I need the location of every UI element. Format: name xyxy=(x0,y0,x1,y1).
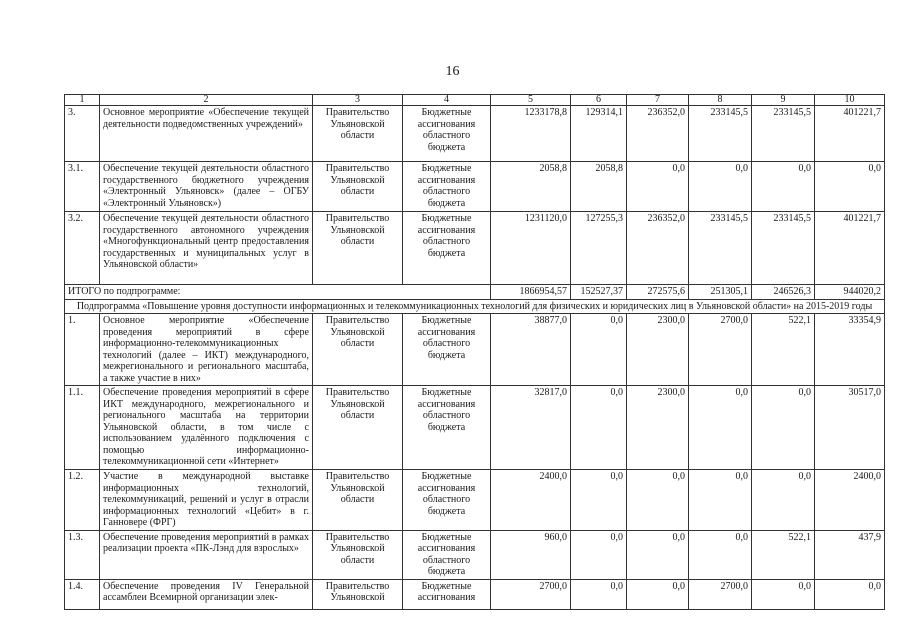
measure-name: Обеспечение проведения мероприятий в рамках реализации проекта «ПК-Лэнд для взрослых» xyxy=(100,530,313,579)
funding-source: Бюджетные ассигнования xyxy=(403,579,491,609)
table-row xyxy=(65,530,885,579)
value-total: 1231120,0 xyxy=(491,212,571,285)
value-year: 437,9 xyxy=(815,530,885,579)
executor: Правительство Ульяновской области xyxy=(313,106,403,162)
value-year: 0,0 xyxy=(752,470,815,531)
value-year: 0,0 xyxy=(689,470,752,531)
value-year: 233145,5 xyxy=(689,212,752,285)
executor: Правительство Ульяновской области xyxy=(313,470,403,531)
executor: Правительство Ульяновской области xyxy=(313,530,403,579)
value-year: 2700,0 xyxy=(689,579,752,609)
value-year: 0,0 xyxy=(689,162,752,212)
executor: Правительство Ульяновской области xyxy=(313,386,403,470)
row-number: 1.3. xyxy=(65,530,100,579)
funding-source: Бюджетные ассигнования областного бюджета xyxy=(403,314,491,386)
value-year: 0,0 xyxy=(571,530,627,579)
value-year: 0,0 xyxy=(689,530,752,579)
funding-source: Бюджетные ассигнования областного бюджета xyxy=(403,470,491,531)
measure-name: Участие в международной выставке информационных технологий, телекоммуникаций, решений и услуг в отрасли информационных технологий «Цебит» в г. Ганновере (ФРГ) xyxy=(100,470,313,531)
table-row xyxy=(65,386,885,470)
executor: Правительство Ульяновской xyxy=(313,579,403,609)
executor: Правительство Ульяновской области xyxy=(313,212,403,285)
value-year: 233145,5 xyxy=(752,106,815,162)
measure-name: Основное мероприятие «Обеспечение проведения мероприятий в сфере информационно-телекоммуникационных технологий (далее – ИКТ) международного, межрегионального и регионального масштаба, а также участие в них» xyxy=(100,314,313,386)
value-total: 2058,8 xyxy=(491,162,571,212)
measure-name: Основное мероприятие «Обеспечение текущей деятельности подведомственных учреждений» xyxy=(100,106,313,162)
value-year: 0,0 xyxy=(627,530,689,579)
value-year: 0,0 xyxy=(571,470,627,531)
value-year: 522,1 xyxy=(752,314,815,386)
value-year: 401221,7 xyxy=(815,212,885,285)
row-number: 1.4. xyxy=(65,579,100,609)
value-year: 2300,0 xyxy=(627,386,689,470)
value-total: 2400,0 xyxy=(491,470,571,531)
measure-name: Обеспечение текущей деятельности областного государственного автономного учреждения «Многофункциональный центр предоставления государственных и муниципальных услуг в Ульяновской области» xyxy=(100,212,313,285)
subprogram-row xyxy=(65,299,885,314)
measure-name: Обеспечение текущей деятельности областного государственного бюджетного учреждения «Электронный Ульяновск» (далее – ОГБУ «Электронный Ульяновск») xyxy=(100,162,313,212)
total-value: 944020,2 xyxy=(815,285,885,300)
table-row xyxy=(65,106,885,162)
row-number: 1.2. xyxy=(65,470,100,531)
header-cell: 2 xyxy=(100,95,313,106)
value-total: 1233178,8 xyxy=(491,106,571,162)
table-row xyxy=(65,212,885,285)
value-year: 0,0 xyxy=(815,579,885,609)
measure-name: Обеспечение проведения мероприятий в сфере ИКТ международного, межрегионального и регионального масштаба на территории Ульяновской области, в том числе с использованием удалённого подключения с помощью информационно-телекоммуникационной сети «Интернет» xyxy=(100,386,313,470)
table-row xyxy=(65,314,885,386)
total-value: 251305,1 xyxy=(689,285,752,300)
value-year: 522,1 xyxy=(752,530,815,579)
value-year: 0,0 xyxy=(752,386,815,470)
total-label: ИТОГО по подпрограмме: xyxy=(65,285,491,300)
row-number: 3.2. xyxy=(65,212,100,285)
header-cell: 10 xyxy=(815,95,885,106)
total-value: 272575,6 xyxy=(627,285,689,300)
value-total: 2700,0 xyxy=(491,579,571,609)
row-number: 1. xyxy=(65,314,100,386)
funding-source: Бюджетные ассигнования областного бюджета xyxy=(403,106,491,162)
row-number: 1.1. xyxy=(65,386,100,470)
value-year: 0,0 xyxy=(815,162,885,212)
value-year: 2300,0 xyxy=(627,314,689,386)
value-year: 0,0 xyxy=(627,470,689,531)
value-total: 960,0 xyxy=(491,530,571,579)
table-row xyxy=(65,470,885,531)
header-cell: 4 xyxy=(403,95,491,106)
funding-source: Бюджетные ассигнования областного бюджета xyxy=(403,162,491,212)
page-number: 16 xyxy=(445,64,460,79)
funding-source: Бюджетные ассигнования областного бюджета xyxy=(403,386,491,470)
value-year: 0,0 xyxy=(627,162,689,212)
column-number-row xyxy=(65,95,885,106)
value-year: 236352,0 xyxy=(627,212,689,285)
value-total: 32817,0 xyxy=(491,386,571,470)
value-year: 2058,8 xyxy=(571,162,627,212)
total-row xyxy=(65,285,885,300)
value-year: 233145,5 xyxy=(752,212,815,285)
value-year: 127255,3 xyxy=(571,212,627,285)
funding-source: Бюджетные ассигнования областного бюджета xyxy=(403,530,491,579)
row-number: 3.1. xyxy=(65,162,100,212)
total-value: 1866954,57 xyxy=(491,285,571,300)
total-value: 246526,3 xyxy=(752,285,815,300)
table-row xyxy=(65,162,885,212)
value-year: 2700,0 xyxy=(689,314,752,386)
header-cell: 9 xyxy=(752,95,815,106)
value-year: 233145,5 xyxy=(689,106,752,162)
executor: Правительство Ульяновской области xyxy=(313,314,403,386)
row-number: 3. xyxy=(65,106,100,162)
subprogram-title: Подпрограмма «Повышение уровня доступности информационных и телекоммуникационных технологий для физических и юридических лиц в Ульяновской области» на 2015-2019 годы xyxy=(65,299,885,314)
value-year: 129314,1 xyxy=(571,106,627,162)
value-year: 0,0 xyxy=(571,314,627,386)
value-year: 33354,9 xyxy=(815,314,885,386)
value-year: 236352,0 xyxy=(627,106,689,162)
value-year: 0,0 xyxy=(689,386,752,470)
header-cell: 6 xyxy=(571,95,627,106)
header-cell: 3 xyxy=(313,95,403,106)
value-year: 0,0 xyxy=(627,579,689,609)
value-year: 0,0 xyxy=(752,579,815,609)
executor: Правительство Ульяновской области xyxy=(313,162,403,212)
value-year: 2400,0 xyxy=(815,470,885,531)
value-year: 30517,0 xyxy=(815,386,885,470)
value-year: 401221,7 xyxy=(815,106,885,162)
value-total: 38877,0 xyxy=(491,314,571,386)
value-year: 0,0 xyxy=(571,579,627,609)
header-cell: 5 xyxy=(491,95,571,106)
value-year: 0,0 xyxy=(571,386,627,470)
total-value: 152527,37 xyxy=(571,285,627,300)
header-cell: 7 xyxy=(627,95,689,106)
measure-name: Обеспечение проведения IV Генеральной ассамблеи Всемирной организации элек- xyxy=(100,579,313,609)
header-cell: 1 xyxy=(65,95,100,106)
funding-source: Бюджетные ассигнования областного бюджета xyxy=(403,212,491,285)
value-year: 0,0 xyxy=(752,162,815,212)
header-cell: 8 xyxy=(689,95,752,106)
table-row xyxy=(65,579,885,609)
budget-table xyxy=(64,94,885,610)
